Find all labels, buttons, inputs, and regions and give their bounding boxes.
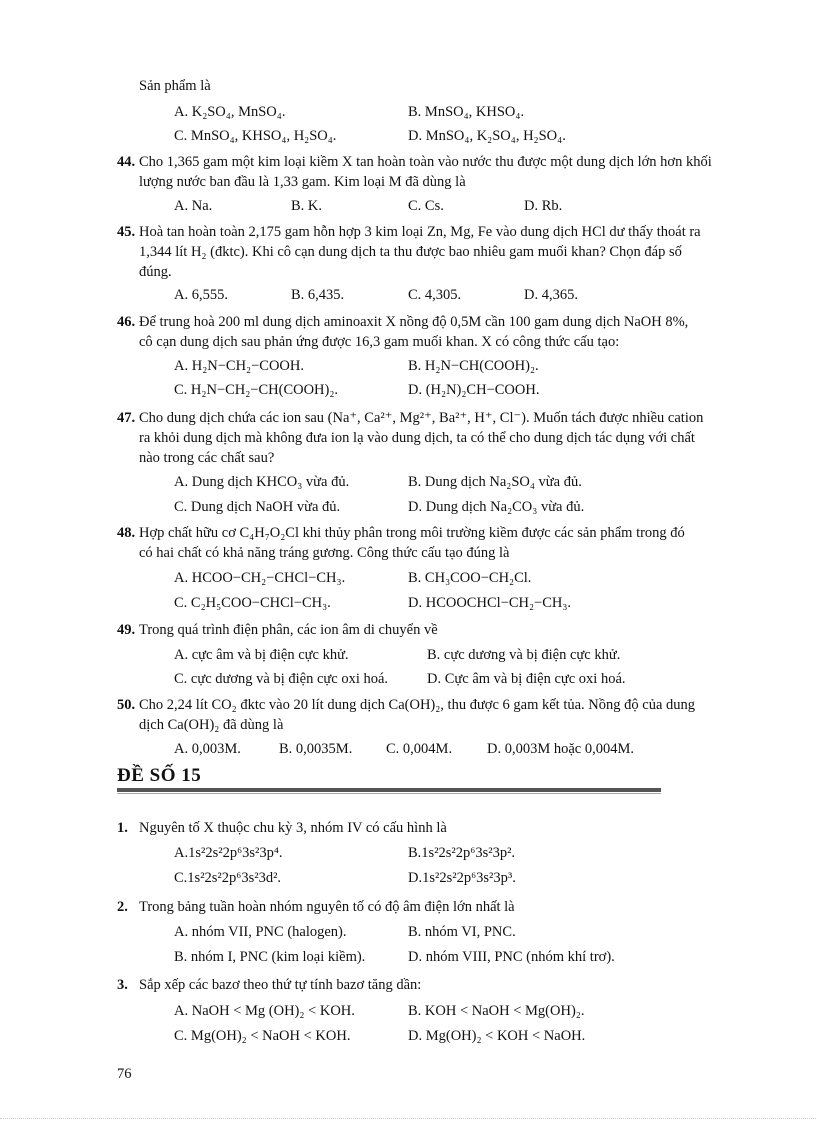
question-43-stem: Sản phẩm là (139, 78, 211, 94)
q47-option-c: C. Dung dịch NaOH vừa đủ. (174, 499, 341, 515)
q43-option-a: A. K₂SO₄, MnSO₄. (174, 104, 286, 120)
q47-stem-line1: Cho dung dịch chứa các ion sau (Na⁺, Ca²⁺, Mg²⁺, Ba²⁺, H⁺, Cl⁻). Muốn tách được nhiều cation (139, 410, 704, 426)
section-divider (117, 788, 661, 792)
q46-stem-line1: Để trung hoà 200 ml dung dịch aminoaxit X nồng độ 0,5M cần 100 gam dung dịch NaOH 8%, (139, 314, 689, 330)
question-number-45: 45. (117, 224, 136, 240)
s2-option-b: B. nhóm VI, PNC. (408, 924, 516, 940)
section-question-number-2: 2. (117, 899, 128, 915)
q50-option-a: A. 0,003M. (174, 741, 241, 757)
q45-stem-line2: 1,344 lít H₂ (đktc). Khi cô cạn dung dịch ta thu được bao nhiêu gam muối khan? Chọn đáp số (139, 244, 682, 260)
page-bottom-border (0, 1118, 816, 1119)
s1-option-d: D.1s²2s²2p⁶3s²3p³. (408, 870, 516, 886)
q45-option-c: C. 4,305. (408, 287, 462, 303)
s3-option-c: C. Mg(OH)₂ < NaOH < KOH. (174, 1028, 351, 1044)
q49-stem-line1: Trong quá trình điện phân, các ion âm di chuyển về (139, 622, 438, 638)
s2-option-a: A. nhóm VII, PNC (halogen). (174, 924, 347, 940)
q49-option-c: C. cực dương và bị điện cực oxi hoá. (174, 671, 389, 687)
q48-option-b: B. CH₃COO−CH₂Cl. (408, 570, 532, 586)
q46-option-a: A. H₂N−CH₂−COOH. (174, 358, 304, 374)
question-number-49: 49. (117, 622, 136, 638)
question-number-44: 44. (117, 154, 136, 170)
q46-option-d: D. (H₂N)₂CH−COOH. (408, 382, 540, 398)
q49-option-a: A. cực âm và bị điện cực khử. (174, 647, 349, 663)
q48-option-a: A. HCOO−CH₂−CHCl−CH₃. (174, 570, 346, 586)
section-question-number-1: 1. (117, 820, 128, 836)
question-number-48: 48. (117, 525, 136, 541)
s3-stem-line1: Sắp xếp các bazơ theo thứ tự tính bazơ tăng dần: (139, 977, 422, 993)
q45-stem-line1: Hoà tan hoàn toàn 2,175 gam hỗn hợp 3 kim loại Zn, Mg, Fe vào dung dịch HCl dư thấy thoát ra (139, 224, 701, 240)
q46-option-b: B. H₂N−CH(COOH)₂. (408, 358, 539, 374)
question-number-50: 50. (117, 697, 136, 713)
q44-option-c: C. Cs. (408, 198, 444, 214)
q49-option-d: D. Cực âm và bị điện cực oxi hoá. (427, 671, 626, 687)
q50-stem-line2: dịch Ca(OH)₂ đã dùng là (139, 717, 284, 733)
q50-option-c: C. 0,004M. (386, 741, 453, 757)
q46-option-c: C. H₂N−CH₂−CH(COOH)₂. (174, 382, 339, 398)
q43-option-b: B. MnSO₄, KHSO₄. (408, 104, 525, 120)
page-number: 76 (117, 1066, 132, 1082)
q47-option-b: B. Dung dịch Na₂SO₄ vừa đủ. (408, 474, 582, 490)
q50-stem-line1: Cho 2,24 lít CO₂ đktc vào 20 lít dung dịch Ca(OH)₂, thu được 6 gam kết tủa. Nồng độ của dung (139, 697, 696, 713)
q48-option-c: C. C₂H₅COO−CHCl−CH₃. (174, 595, 331, 611)
s3-option-d: D. Mg(OH)₂ < KOH < NaOH. (408, 1028, 586, 1044)
s3-option-b: B. KOH < NaOH < Mg(OH)₂. (408, 1003, 585, 1019)
q48-option-d: D. HCOOCHCl−CH₂−CH₃. (408, 595, 572, 611)
q47-option-d: D. Dung dịch Na₂CO₃ vừa đủ. (408, 499, 585, 515)
q46-stem-line2: cô cạn dung dịch sau phản ứng được 16,3 gam muối khan. X có công thức cấu tạo: (139, 334, 620, 350)
section-divider-thin (117, 793, 661, 794)
q44-option-a: A. Na. (174, 198, 213, 214)
q47-stem-line2: ra khỏi dung dịch mà không đưa ion lạ vào dung dịch, ta có thể cho dung dịch tác dụng với chất (139, 430, 695, 446)
section-title: ĐỀ SỐ 15 (117, 765, 202, 786)
s2-stem-line1: Trong bảng tuần hoàn nhóm nguyên tố có độ âm điện lớn nhất là (139, 899, 515, 915)
q44-option-d: D. Rb. (524, 198, 563, 214)
q44-option-b: B. K. (291, 198, 323, 214)
question-number-47: 47. (117, 410, 136, 426)
q48-stem-line1: Hợp chất hữu cơ C₄H₇O₂Cl khi thủy phân trong môi trường kiềm được các sản phẩm trong đó (139, 525, 685, 541)
s1-option-b: B.1s²2s²2p⁶3s²3p². (408, 845, 516, 861)
q50-option-b: B. 0,0035M. (279, 741, 353, 757)
q50-option-d: D. 0,003M hoặc 0,004M. (487, 741, 635, 757)
q43-option-d: D. MnSO₄, K₂SO₄, H₂SO₄. (408, 128, 566, 144)
s1-option-c: C.1s²2s²2p⁶3s²3d². (174, 870, 282, 886)
q47-option-a: A. Dung dịch KHCO₃ vừa đủ. (174, 474, 350, 490)
q45-option-d: D. 4,365. (524, 287, 578, 303)
q48-stem-line2: có hai chất có khả năng tráng gương. Công thức cấu tạo đúng là (139, 545, 510, 561)
q45-option-a: A. 6,555. (174, 287, 228, 303)
q49-option-b: B. cực dương và bị điện cực khử. (427, 647, 621, 663)
s1-option-a: A.1s²2s²2p⁶3s²3p⁴. (174, 845, 283, 861)
question-number-46: 46. (117, 314, 136, 330)
q47-stem-line3: nào trong các chất sau? (139, 450, 275, 466)
q44-stem-line2: lượng nước ban đầu là 1,33 gam. Kim loại M đã dùng là (139, 174, 466, 190)
q45-option-b: B. 6,435. (291, 287, 345, 303)
section-question-number-3: 3. (117, 977, 128, 993)
q43-option-c: C. MnSO₄, KHSO₄, H₂SO₄. (174, 128, 337, 144)
q45-stem-line3: đúng. (139, 264, 172, 280)
s3-option-a: A. NaOH < Mg (OH)₂ < KOH. (174, 1003, 355, 1019)
s2-option-d: D. nhóm VIII, PNC (nhóm khí trơ). (408, 949, 615, 965)
s2-option-c: B. nhóm I, PNC (kim loại kiềm). (174, 949, 366, 965)
q44-stem-line1: Cho 1,365 gam một kim loại kiềm X tan hoàn toàn vào nước thu được một dung dịch lớn hơn khối (139, 154, 712, 170)
s1-stem-line1: Nguyên tố X thuộc chu kỳ 3, nhóm IV có cấu hình là (139, 820, 447, 836)
